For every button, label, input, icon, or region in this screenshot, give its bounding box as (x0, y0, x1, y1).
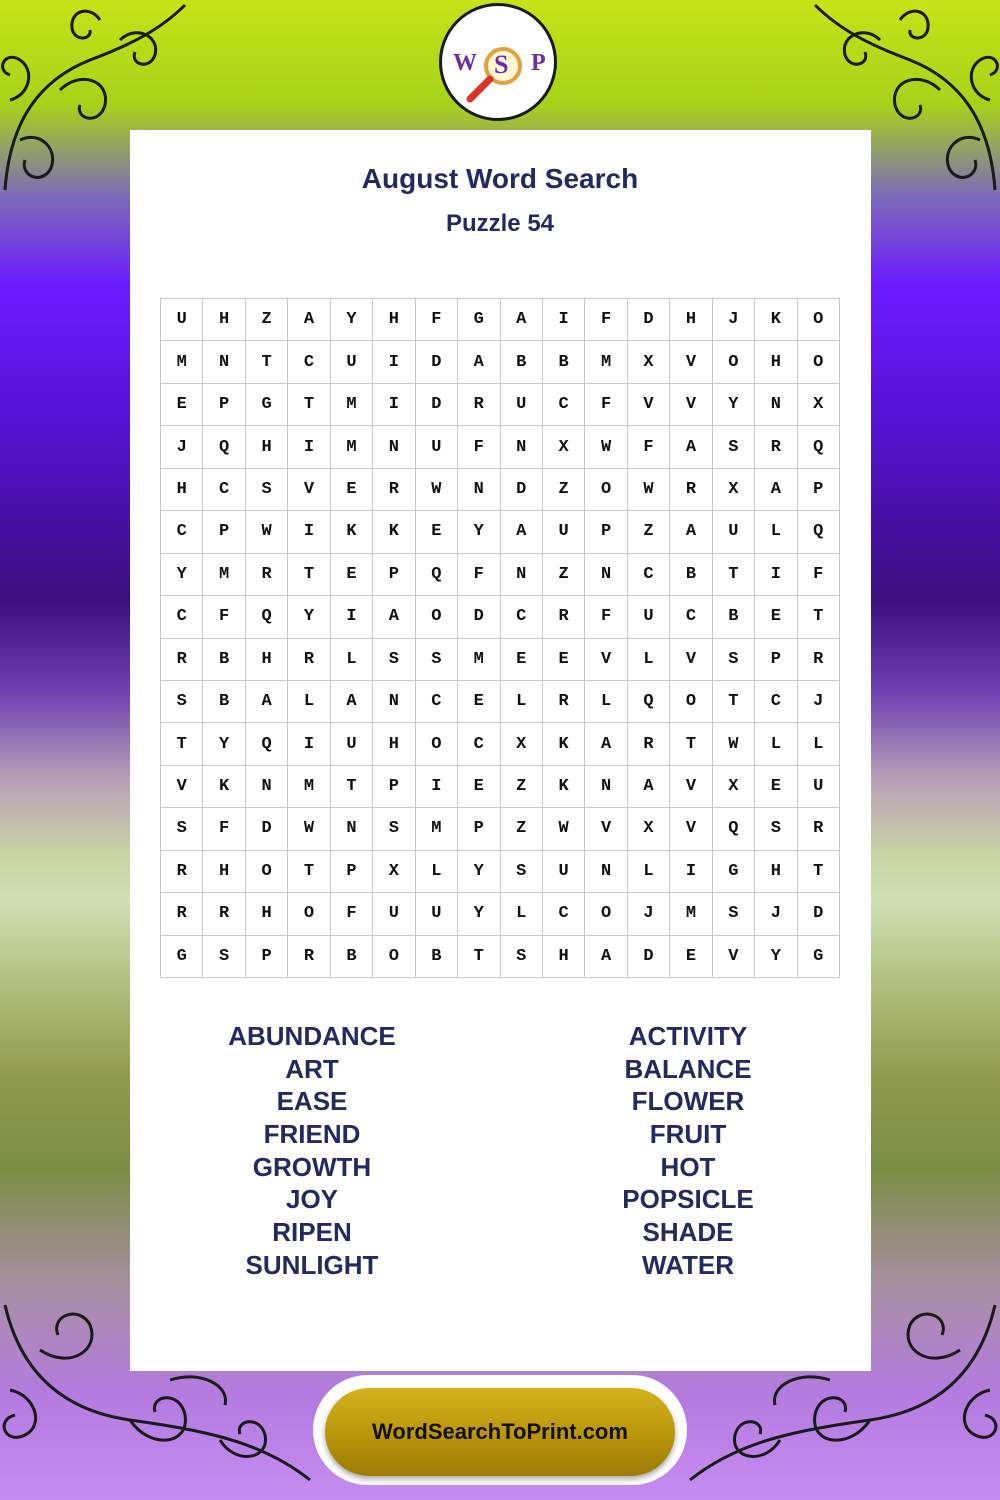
grid-cell[interactable]: S (501, 851, 543, 893)
grid-cell[interactable]: A (458, 341, 500, 383)
grid-cell[interactable]: W (543, 808, 585, 850)
grid-cell[interactable]: X (501, 723, 543, 765)
grid-cell[interactable]: G (458, 299, 500, 341)
grid-cell[interactable]: B (203, 681, 245, 723)
grid-cell[interactable]: V (713, 936, 755, 978)
grid-cell[interactable]: E (755, 766, 797, 808)
grid-cell[interactable]: Y (458, 511, 500, 553)
grid-cell[interactable]: R (203, 893, 245, 935)
grid-cell[interactable]: M (458, 639, 500, 681)
word-item: BALANCE (624, 1053, 752, 1084)
grid-cell[interactable]: F (585, 596, 627, 638)
grid-cell[interactable]: V (585, 639, 627, 681)
grid-cell[interactable]: E (755, 596, 797, 638)
grid-cell[interactable]: J (798, 681, 840, 723)
grid-cell[interactable]: L (288, 681, 330, 723)
grid-cell[interactable]: L (628, 639, 670, 681)
grid-cell[interactable]: H (246, 426, 288, 468)
grid-cell[interactable]: L (755, 723, 797, 765)
grid-cell[interactable]: X (373, 851, 415, 893)
grid-cell[interactable]: A (246, 681, 288, 723)
grid-cell[interactable]: J (161, 426, 203, 468)
grid-cell[interactable]: C (628, 554, 670, 596)
word-item: ABUNDANCE (228, 1021, 396, 1051)
grid-cell[interactable]: Q (246, 723, 288, 765)
word-item: ART (285, 1053, 339, 1084)
grid-cell[interactable]: F (458, 554, 500, 596)
grid-cell[interactable]: R (798, 808, 840, 850)
grid-cell[interactable]: G (713, 851, 755, 893)
word-item: POPSICLE (622, 1184, 754, 1215)
word-item: RIPEN (272, 1217, 352, 1248)
grid-cell[interactable]: S (713, 426, 755, 468)
grid-cell[interactable]: D (458, 596, 500, 638)
grid-cell[interactable]: Y (331, 299, 373, 341)
grid-cell[interactable]: M (203, 554, 245, 596)
grid-cell[interactable]: I (288, 723, 330, 765)
grid-cell[interactable]: S (373, 639, 415, 681)
grid-cell[interactable]: A (373, 596, 415, 638)
grid-cell[interactable]: T (713, 681, 755, 723)
grid-cell[interactable]: Q (416, 554, 458, 596)
grid-cell[interactable]: Q (798, 426, 840, 468)
grid-cell[interactable]: W (416, 469, 458, 511)
grid-cell[interactable]: M (416, 808, 458, 850)
grid-cell[interactable]: S (755, 808, 797, 850)
grid-cell[interactable]: N (585, 554, 627, 596)
grid-cell[interactable]: L (798, 723, 840, 765)
grid-cell[interactable]: E (331, 554, 373, 596)
grid-cell[interactable]: T (798, 851, 840, 893)
grid-cell[interactable]: A (585, 723, 627, 765)
grid-cell[interactable]: M (670, 893, 712, 935)
grid-cell[interactable]: A (628, 766, 670, 808)
word-item: JOY (285, 1184, 339, 1215)
logo-letter-w: W (453, 50, 477, 76)
word-item: SUNLIGHT (245, 1249, 379, 1280)
grid-cell[interactable]: P (755, 639, 797, 681)
grid-cell[interactable]: F (585, 384, 627, 426)
grid-cell[interactable]: V (670, 639, 712, 681)
word-item: ACTIVITY (628, 1021, 748, 1051)
grid-cell[interactable]: I (373, 384, 415, 426)
grid-cell[interactable]: U (713, 511, 755, 553)
grid-cell[interactable]: S (373, 808, 415, 850)
grid-cell[interactable]: M (288, 766, 330, 808)
grid-cell[interactable]: W (585, 426, 627, 468)
grid-cell[interactable]: O (288, 893, 330, 935)
grid-cell[interactable]: O (798, 299, 840, 341)
grid-cell[interactable]: J (713, 299, 755, 341)
word-item: FRUIT (649, 1119, 727, 1150)
grid-cell[interactable]: S (161, 808, 203, 850)
grid-cell[interactable]: Y (755, 936, 797, 978)
grid-cell[interactable]: V (628, 384, 670, 426)
grid-cell[interactable]: A (755, 469, 797, 511)
grid-cell[interactable]: U (798, 766, 840, 808)
grid-cell[interactable]: C (670, 596, 712, 638)
grid-cell[interactable]: Z (501, 766, 543, 808)
grid-cell[interactable]: T (288, 851, 330, 893)
grid-cell[interactable]: A (501, 299, 543, 341)
grid-cell[interactable]: O (670, 681, 712, 723)
grid-cell[interactable]: M (585, 341, 627, 383)
grid-cell[interactable]: U (331, 723, 373, 765)
grid-cell[interactable]: O (585, 893, 627, 935)
grid-cell[interactable]: G (161, 936, 203, 978)
word-item: EASE (276, 1086, 348, 1117)
grid-cell[interactable]: Z (543, 554, 585, 596)
grid-cell[interactable]: R (670, 469, 712, 511)
grid-cell[interactable]: F (458, 426, 500, 468)
grid-cell[interactable]: Y (203, 723, 245, 765)
grid-cell[interactable]: T (331, 766, 373, 808)
grid-cell[interactable]: E (458, 681, 500, 723)
grid-cell[interactable]: V (585, 808, 627, 850)
grid-cell[interactable]: V (670, 808, 712, 850)
grid-cell[interactable]: K (543, 723, 585, 765)
puzzle-number: Puzzle 54 (445, 210, 555, 237)
grid-cell[interactable]: X (713, 766, 755, 808)
grid-cell[interactable]: E (416, 511, 458, 553)
grid-cell[interactable]: C (543, 893, 585, 935)
logo-letter-p: P (531, 50, 546, 76)
grid-cell[interactable]: P (203, 384, 245, 426)
grid-cell[interactable]: Z (501, 808, 543, 850)
grid-cell[interactable]: O (416, 596, 458, 638)
grid-cell[interactable]: T (161, 723, 203, 765)
grid-cell[interactable]: B (501, 341, 543, 383)
grid-cell[interactable]: L (628, 851, 670, 893)
grid-cell[interactable]: U (416, 426, 458, 468)
grid-cell[interactable]: F (628, 426, 670, 468)
grid-cell[interactable]: X (628, 808, 670, 850)
grid-cell[interactable]: V (288, 469, 330, 511)
word-item: FLOWER (631, 1086, 745, 1117)
word-list-left (162, 1020, 462, 1282)
grid-cell[interactable]: O (246, 851, 288, 893)
grid-cell[interactable]: Y (161, 554, 203, 596)
grid-cell[interactable]: L (501, 893, 543, 935)
grid-cell[interactable]: U (373, 893, 415, 935)
grid-cell[interactable]: X (713, 469, 755, 511)
grid-cell[interactable]: N (501, 554, 543, 596)
grid-cell[interactable]: H (161, 469, 203, 511)
grid-cell[interactable]: I (288, 426, 330, 468)
grid-cell[interactable]: P (373, 554, 415, 596)
grid-cell[interactable]: D (628, 299, 670, 341)
grid-cell[interactable]: C (755, 681, 797, 723)
word-item: WATER (642, 1249, 734, 1280)
grid-cell[interactable]: U (416, 893, 458, 935)
grid-cell[interactable]: B (416, 936, 458, 978)
grid-cell[interactable]: H (373, 723, 415, 765)
grid-cell[interactable]: R (543, 596, 585, 638)
grid-cell[interactable]: F (331, 893, 373, 935)
grid-cell[interactable]: I (331, 596, 373, 638)
grid-cell[interactable]: C (288, 341, 330, 383)
grid-cell[interactable]: F (203, 596, 245, 638)
grid-cell[interactable]: B (331, 936, 373, 978)
grid-cell[interactable]: G (246, 384, 288, 426)
grid-cell[interactable]: Z (246, 299, 288, 341)
grid-cell[interactable]: H (373, 299, 415, 341)
grid-cell[interactable]: T (670, 723, 712, 765)
grid-cell[interactable]: T (458, 936, 500, 978)
grid-cell[interactable]: U (543, 851, 585, 893)
grid-cell[interactable]: S (713, 639, 755, 681)
grid-cell[interactable]: D (416, 384, 458, 426)
grid-cell[interactable]: O (713, 341, 755, 383)
grid-cell[interactable]: Q (203, 426, 245, 468)
grid-cell[interactable]: H (203, 299, 245, 341)
grid-cell[interactable]: K (203, 766, 245, 808)
grid-cell[interactable]: X (798, 384, 840, 426)
grid-cell[interactable]: D (501, 469, 543, 511)
grid-cell[interactable]: R (458, 384, 500, 426)
grid-cell[interactable]: W (628, 469, 670, 511)
grid-cell[interactable]: D (416, 341, 458, 383)
grid-cell[interactable]: U (501, 384, 543, 426)
grid-cell[interactable]: O (416, 723, 458, 765)
grid-cell[interactable]: W (713, 723, 755, 765)
grid-cell[interactable]: T (288, 384, 330, 426)
grid-cell[interactable]: A (501, 511, 543, 553)
grid-cell[interactable]: J (755, 893, 797, 935)
grid-cell[interactable]: L (331, 639, 373, 681)
grid-cell[interactable]: R (798, 639, 840, 681)
grid-cell[interactable]: T (798, 596, 840, 638)
site-link-label: WordSearchToPrint.com (372, 1419, 628, 1444)
grid-cell[interactable]: M (331, 384, 373, 426)
grid-cell[interactable]: Y (713, 384, 755, 426)
word-item: FRIEND (263, 1119, 361, 1150)
grid-cell[interactable]: V (161, 766, 203, 808)
grid-cell[interactable]: F (798, 554, 840, 596)
grid-cell[interactable]: Q (713, 808, 755, 850)
grid-cell[interactable]: Y (458, 851, 500, 893)
grid-cell[interactable]: C (203, 469, 245, 511)
grid-cell[interactable]: S (246, 469, 288, 511)
grid-cell[interactable]: R (628, 723, 670, 765)
grid-cell[interactable]: P (331, 851, 373, 893)
grid-cell[interactable]: I (755, 554, 797, 596)
grid-cell[interactable]: R (373, 469, 415, 511)
grid-cell[interactable]: R (246, 554, 288, 596)
grid-cell[interactable]: R (755, 426, 797, 468)
grid-cell[interactable]: C (501, 596, 543, 638)
grid-cell[interactable]: C (416, 681, 458, 723)
grid-cell[interactable]: L (585, 681, 627, 723)
grid-cell[interactable]: O (373, 936, 415, 978)
grid-cell[interactable]: R (543, 681, 585, 723)
grid-cell[interactable]: I (288, 511, 330, 553)
grid-cell[interactable]: V (670, 766, 712, 808)
grid-cell[interactable]: E (458, 766, 500, 808)
grid-cell[interactable]: S (501, 936, 543, 978)
grid-cell[interactable]: H (246, 893, 288, 935)
grid-cell[interactable]: K (373, 511, 415, 553)
grid-cell[interactable]: H (246, 639, 288, 681)
grid-cell[interactable]: C (161, 596, 203, 638)
grid-cell[interactable]: Z (628, 511, 670, 553)
grid-cell[interactable]: H (543, 936, 585, 978)
grid-cell[interactable]: Y (288, 596, 330, 638)
grid-cell[interactable]: S (203, 936, 245, 978)
grid-cell[interactable]: H (203, 851, 245, 893)
grid-cell[interactable]: G (798, 936, 840, 978)
grid-cell[interactable]: A (670, 426, 712, 468)
grid-cell[interactable]: F (416, 299, 458, 341)
word-list-right (538, 1020, 838, 1282)
grid-cell[interactable]: L (755, 511, 797, 553)
grid-cell[interactable]: K (755, 299, 797, 341)
grid-cell[interactable]: W (288, 808, 330, 850)
grid-cell[interactable]: N (585, 766, 627, 808)
grid-cell[interactable]: Q (246, 596, 288, 638)
grid-cell[interactable]: N (373, 426, 415, 468)
grid-cell[interactable]: L (416, 851, 458, 893)
grid-cell[interactable]: H (755, 341, 797, 383)
grid-cell[interactable]: B (203, 639, 245, 681)
grid-cell[interactable]: D (798, 893, 840, 935)
grid-cell[interactable]: I (670, 851, 712, 893)
grid-cell[interactable]: H (670, 299, 712, 341)
grid-cell[interactable]: N (246, 766, 288, 808)
grid-cell[interactable]: I (543, 299, 585, 341)
grid-cell[interactable]: Q (798, 511, 840, 553)
grid-cell[interactable]: U (543, 511, 585, 553)
grid-cell[interactable]: R (288, 639, 330, 681)
grid-cell[interactable]: N (585, 851, 627, 893)
grid-cell[interactable]: T (713, 554, 755, 596)
grid-cell[interactable]: U (331, 341, 373, 383)
grid-cell[interactable]: B (543, 341, 585, 383)
grid-cell[interactable]: N (755, 384, 797, 426)
grid-cell[interactable]: Q (628, 681, 670, 723)
word-item: HOT (660, 1151, 716, 1182)
grid-cell[interactable]: R (161, 851, 203, 893)
logo-letter-s: S (494, 50, 509, 79)
grid-cell[interactable]: K (543, 766, 585, 808)
grid-cell[interactable]: L (501, 681, 543, 723)
grid-cell[interactable]: R (288, 936, 330, 978)
grid-cell[interactable]: C (458, 723, 500, 765)
grid-cell[interactable]: F (203, 808, 245, 850)
grid-cell[interactable]: P (203, 511, 245, 553)
grid-cell[interactable]: U (161, 299, 203, 341)
grid-cell[interactable]: V (670, 384, 712, 426)
grid-cell[interactable]: R (161, 893, 203, 935)
grid-cell[interactable]: X (628, 341, 670, 383)
grid-cell[interactable]: U (628, 596, 670, 638)
grid-cell[interactable]: R (161, 639, 203, 681)
grid-cell[interactable]: W (246, 511, 288, 553)
grid-cell[interactable]: P (458, 808, 500, 850)
grid-cell[interactable]: O (798, 341, 840, 383)
grid-cell[interactable]: C (543, 384, 585, 426)
grid-cell[interactable]: I (416, 766, 458, 808)
grid-cell[interactable]: A (585, 936, 627, 978)
grid-cell[interactable]: N (203, 341, 245, 383)
grid-cell[interactable]: Z (543, 469, 585, 511)
grid-cell[interactable]: A (331, 681, 373, 723)
grid-cell[interactable]: F (585, 299, 627, 341)
grid-cell[interactable]: D (246, 808, 288, 850)
grid-cell[interactable]: P (246, 936, 288, 978)
grid-cell[interactable]: S (161, 681, 203, 723)
site-link-button[interactable] (325, 1388, 675, 1476)
word-item: GROWTH (252, 1151, 372, 1182)
grid-cell[interactable]: E (331, 469, 373, 511)
grid-cell[interactable]: Y (458, 893, 500, 935)
letter-grid (160, 298, 840, 978)
grid-cell[interactable]: M (161, 341, 203, 383)
grid-cell[interactable]: C (161, 511, 203, 553)
grid-cell[interactable]: K (331, 511, 373, 553)
grid-cell[interactable]: P (798, 469, 840, 511)
page-title: August Word Search (361, 163, 639, 194)
grid-cell[interactable]: I (373, 341, 415, 383)
grid-cell[interactable]: V (670, 341, 712, 383)
grid-cell[interactable]: E (543, 639, 585, 681)
grid-cell[interactable]: N (331, 808, 373, 850)
grid-cell[interactable]: P (585, 511, 627, 553)
grid-cell[interactable]: E (501, 639, 543, 681)
grid-cell[interactable]: S (713, 893, 755, 935)
grid-cell[interactable]: S (416, 639, 458, 681)
grid-cell[interactable]: A (670, 511, 712, 553)
grid-cell[interactable]: A (288, 299, 330, 341)
grid-cell[interactable]: D (628, 936, 670, 978)
grid-cell[interactable]: T (288, 554, 330, 596)
grid-cell[interactable]: N (501, 426, 543, 468)
grid-cell[interactable]: E (161, 384, 203, 426)
grid-cell[interactable]: B (713, 596, 755, 638)
grid-cell[interactable]: H (755, 851, 797, 893)
grid-cell[interactable]: J (628, 893, 670, 935)
grid-cell[interactable]: O (585, 469, 627, 511)
grid-cell[interactable]: P (373, 766, 415, 808)
word-item: SHADE (642, 1217, 734, 1248)
grid-cell[interactable]: N (373, 681, 415, 723)
grid-cell[interactable]: M (331, 426, 373, 468)
grid-cell[interactable]: N (458, 469, 500, 511)
grid-cell[interactable]: T (246, 341, 288, 383)
grid-cell[interactable]: E (670, 936, 712, 978)
grid-cell[interactable]: X (543, 426, 585, 468)
grid-cell[interactable]: B (670, 554, 712, 596)
wsp-logo[interactable] (439, 3, 557, 121)
